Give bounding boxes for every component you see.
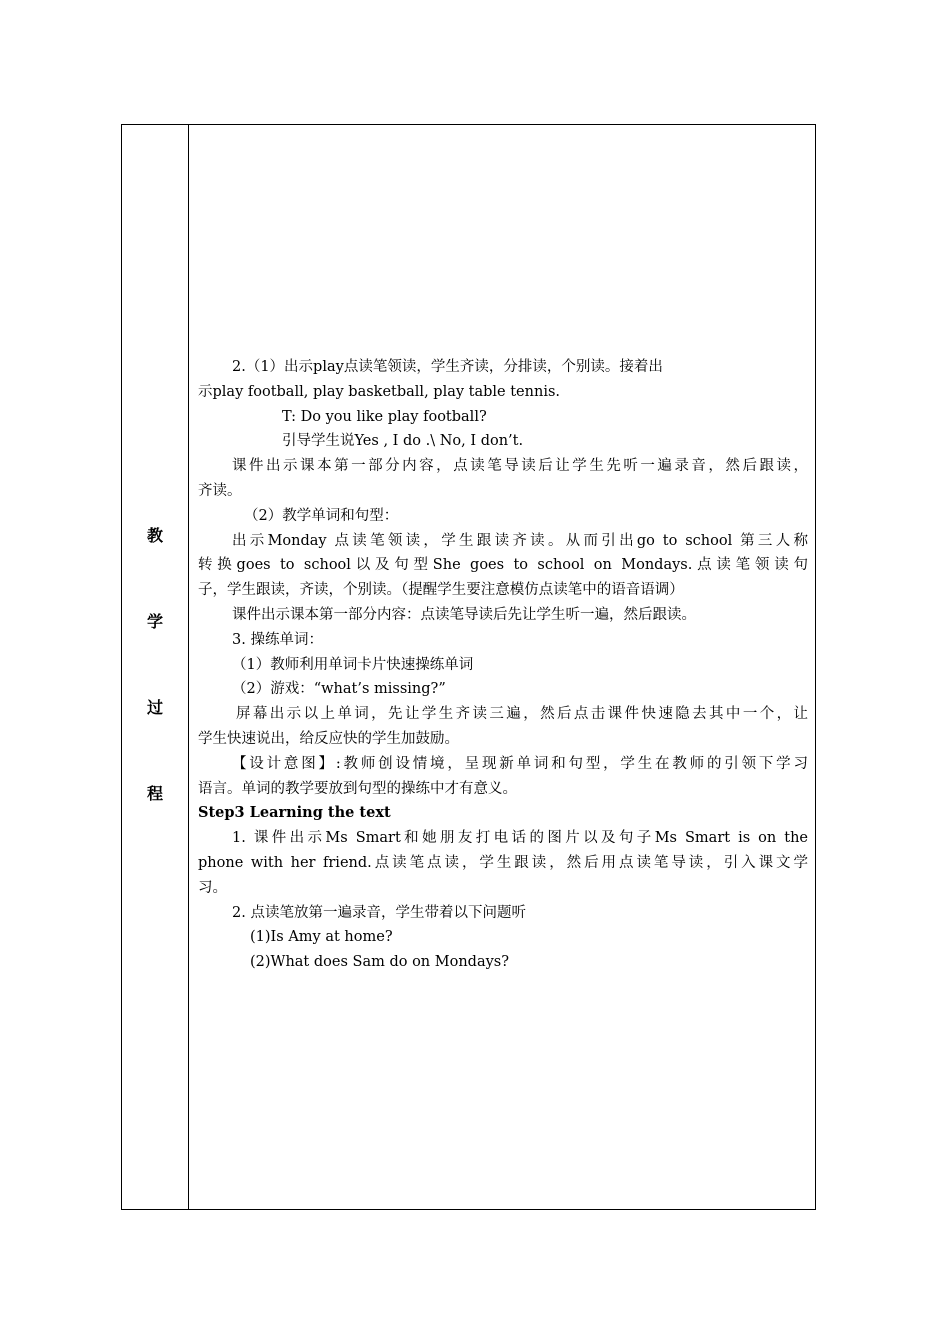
- label-char-4: 程: [146, 784, 163, 803]
- text-line: 习。: [198, 879, 227, 896]
- label-char-3: 过: [146, 698, 163, 717]
- text-line: （2）教学单词和句型：: [244, 507, 399, 524]
- text-line: T: Do you like play football?: [282, 408, 487, 425]
- text-line: 示play football, play basketball, play table tennis.: [198, 383, 561, 400]
- text-line: 子，学生跟读，齐读，个别读。（提醒学生要注意模仿点读笔中的语音语调）: [198, 582, 684, 599]
- text-line: 2.（1）出示play点读笔领读，学生齐读，分排读，个别读。接着出: [232, 359, 663, 375]
- text-line: 课件出示课本第一部分内容：点读笔导读后先让学生听一遍，然后跟读。: [232, 606, 696, 623]
- design-intent-line: 【设计意图】:教师创设情境，呈现新单词和句型，学生在教师的引领下学习: [232, 755, 808, 772]
- text-line: 屏幕出示以上单词，先让学生齐读三遍，然后点击课件快速隐去其中一个，让: [236, 706, 808, 723]
- text-line: 学生快速说出，给反应快的学生加鼓励。: [198, 730, 459, 747]
- text-line: phone with her friend.点读笔点读，学生跟读，然后用点读笔导读，引入课文学: [198, 854, 808, 871]
- question-line: (2)What does Sam do on Mondays?: [250, 954, 509, 971]
- lesson-table: [121, 124, 816, 1210]
- question-line: (1)Is Amy at home?: [250, 929, 393, 946]
- text-line: 语言。单词的教学要放到句型的操练中才有意义。: [198, 780, 517, 797]
- text-line: 1. 课件出示Ms Smart和她朋友打电话的图片以及句子Ms Smart is on the: [232, 830, 808, 847]
- label-char-2: 学: [146, 612, 163, 631]
- step-heading: Step3 Learning the text: [198, 804, 391, 822]
- text-line: 2. 点读笔放第一遍录音，学生带着以下问题听: [232, 904, 526, 921]
- text-line: 引导学生说Yes , I do .\ No, I don’t.: [282, 433, 524, 450]
- teaching-process-label-cell: [122, 125, 189, 1209]
- teaching-content-cell: [198, 355, 808, 975]
- text-line: （2）游戏：“what’s missing?”: [232, 681, 446, 698]
- text-line: 课件出示课本第一部分内容，点读笔导读后让学生先听一遍录音，然后跟读，: [232, 458, 808, 475]
- text-line: （1）教师利用单词卡片快速操练单词: [232, 656, 474, 673]
- text-line: 出示Monday 点读笔领读，学生跟读齐读。从而引出go to school 第三人称: [232, 532, 808, 549]
- text-line: 转换goes to school以及句型She goes to school on Mondays.点读笔领读句: [198, 557, 808, 574]
- text-line: 3. 操练单词：: [232, 631, 323, 648]
- text-line: 齐读。: [198, 482, 242, 499]
- label-char-1: 教: [146, 526, 163, 545]
